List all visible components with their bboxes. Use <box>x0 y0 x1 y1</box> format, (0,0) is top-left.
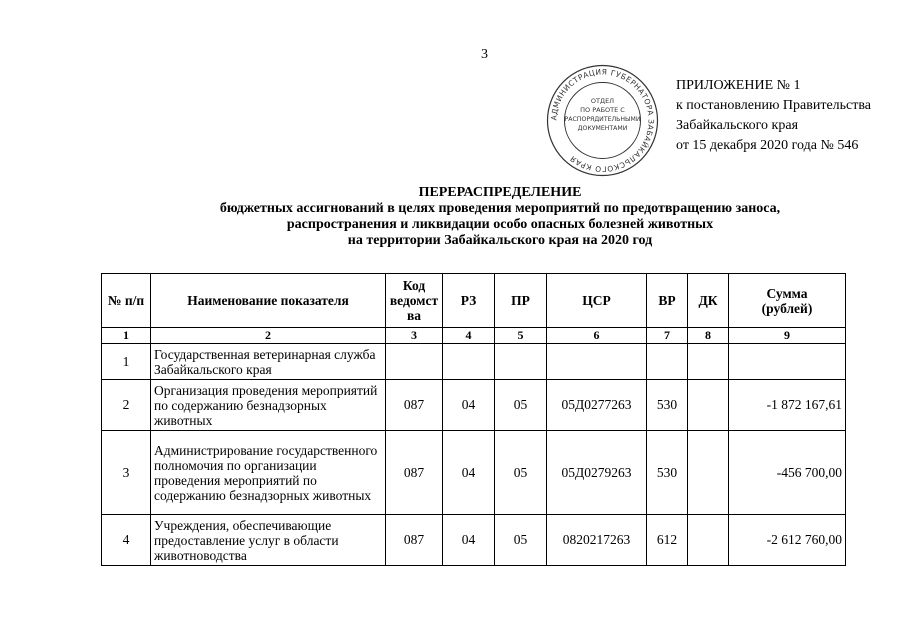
title-line-4: на территории Забайкальского края на 2020 год <box>347 233 653 248</box>
row-name: Организация проведения мероприятий по содержанию безнадзорных животных <box>151 380 386 431</box>
row-num: 2 <box>102 380 151 431</box>
table-row <box>102 380 846 431</box>
stamp-center-line-4: ДОКУМЕНТАМИ <box>577 125 628 132</box>
header-pr: ПР <box>495 274 547 328</box>
row-pr: 05 <box>495 431 547 515</box>
column-index: 4 <box>443 328 495 344</box>
row-csr: 05Д0279263 <box>547 431 647 515</box>
official-stamp <box>545 63 660 178</box>
row-dk <box>688 431 729 515</box>
appendix-resolution: к постановлению Правительства <box>676 98 872 113</box>
row-pr <box>495 344 547 380</box>
stamp-center-line-3: РАСПОРЯДИТЕЛЬНЫМИ <box>564 116 641 123</box>
appendix-date: от 15 декабря 2020 года № 546 <box>676 138 859 153</box>
header-code-line-2: ведомст <box>389 293 439 308</box>
row-code <box>386 344 443 380</box>
header-sum-line-2: (рублей) <box>761 300 813 316</box>
table-row <box>102 431 846 515</box>
row-pr: 05 <box>495 380 547 431</box>
row-sum: -2 612 760,00 <box>729 515 846 566</box>
title-line-2: бюджетных ассигнований в целях проведения мероприятий по предотвращению заноса, <box>219 201 781 216</box>
header-code <box>386 274 443 328</box>
row-dk <box>688 344 729 380</box>
row-rz: 04 <box>443 431 495 515</box>
row-vr: 530 <box>647 431 688 515</box>
column-index: 8 <box>688 328 729 344</box>
page-number: 3 <box>481 47 488 62</box>
row-rz: 04 <box>443 380 495 431</box>
column-index: 5 <box>495 328 547 344</box>
row-name: Учреждения, обеспечивающие предоставление услуг в области животноводства <box>151 515 386 566</box>
row-rz: 04 <box>443 515 495 566</box>
header-code-line-3: ва <box>406 308 422 323</box>
appendix-region: Забайкальского края <box>676 118 799 133</box>
appendix-block <box>676 76 871 156</box>
table-row <box>102 515 846 566</box>
row-code: 087 <box>386 380 443 431</box>
row-num: 1 <box>102 344 151 380</box>
row-sum <box>729 344 846 380</box>
row-vr: 612 <box>647 515 688 566</box>
column-index: 9 <box>729 328 846 344</box>
title-line-1: ПЕРЕРАСПРЕДЕЛЕНИЕ <box>418 185 582 200</box>
row-csr: 0820217263 <box>547 515 647 566</box>
row-rz <box>443 344 495 380</box>
header-name: Наименование показателя <box>151 274 386 328</box>
column-index: 2 <box>151 328 386 344</box>
row-dk <box>688 380 729 431</box>
column-index-row <box>102 328 846 344</box>
header-csr: ЦСР <box>547 274 647 328</box>
header-sum-line-1: Сумма <box>766 285 808 301</box>
header-code-line-1: Код <box>402 278 426 293</box>
column-index: 1 <box>102 328 151 344</box>
row-sum: -456 700,00 <box>729 431 846 515</box>
row-num: 4 <box>102 515 151 566</box>
column-index: 3 <box>386 328 443 344</box>
row-pr: 05 <box>495 515 547 566</box>
table-row <box>102 344 846 380</box>
header-vr: ВР <box>647 274 688 328</box>
row-csr <box>547 344 647 380</box>
row-code: 087 <box>386 515 443 566</box>
row-vr <box>647 344 688 380</box>
document-title <box>180 185 820 249</box>
header-num: № п/п <box>102 274 151 328</box>
header-rz: РЗ <box>443 274 495 328</box>
allocation-table <box>101 273 846 566</box>
table-header-row <box>102 274 846 328</box>
row-code: 087 <box>386 431 443 515</box>
header-sum <box>729 274 846 328</box>
row-name: Администрирование государственного полномочия по организации проведения мероприятий по содержанию безнадзорных животных <box>151 431 386 515</box>
stamp-center-line-2: ПО РАБОТЕ С <box>580 106 625 114</box>
row-name: Государственная ветеринарная служба Забайкальского края <box>151 344 386 380</box>
row-num: 3 <box>102 431 151 515</box>
stamp-center-line-1: ОТДЕЛ <box>590 97 615 105</box>
column-index: 7 <box>647 328 688 344</box>
row-sum: -1 872 167,61 <box>729 380 846 431</box>
row-csr: 05Д0277263 <box>547 380 647 431</box>
stamp-ring-text: АДМИНИСТРАЦИЯ ГУБЕРНАТОРА ЗАБАЙКАЛЬСКОГО КРАЯ <box>549 67 656 174</box>
row-dk <box>688 515 729 566</box>
header-dk: ДК <box>688 274 729 328</box>
appendix-title: ПРИЛОЖЕНИЕ № 1 <box>676 78 801 93</box>
column-index: 6 <box>547 328 647 344</box>
title-line-3: распространения и ликвидации особо опасных болезней животных <box>286 217 714 232</box>
row-vr: 530 <box>647 380 688 431</box>
